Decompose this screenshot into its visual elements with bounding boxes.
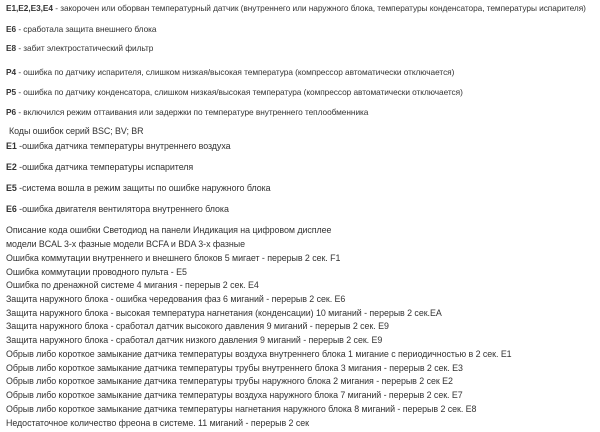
led-table-header: Описание кода ошибки Светодиод на панели Индикация на цифровом дисплее xyxy=(6,225,332,235)
error-line-e1-e4 xyxy=(6,3,586,13)
error-description: - закорочен или оборван температурный датчик (внутреннего или наружного блока, температуры конденсатора, температуры испарителя) xyxy=(52,3,586,13)
led-code-line: Обрыв либо короткое замыкание датчика температуры трубы наружного блока 2 мигания - перерыв 2 сек E2 xyxy=(6,376,453,386)
error-code: E6 xyxy=(6,24,17,34)
led-code-line: Ошибка коммутации внутреннего и внешнего блоков 5 мигает - перерыв 2 сек. F1 xyxy=(6,253,341,263)
led-table-subheader: модели BCAL 3-х фазные модели BCFA и BDA 3-х фазные xyxy=(6,239,245,249)
led-code-line: Защита наружного блока - сработал датчик высокого давления 9 миганий - перерыв 2 сек. E9 xyxy=(6,321,389,331)
error-line-e8 xyxy=(6,43,153,53)
led-code-line: Защита наружного блока - высокая температура нагнетания (конденсации) 10 миганий - перерыв 2 сек.EA xyxy=(6,308,442,318)
error-description: - сработала защита внешнего блока xyxy=(16,24,157,34)
led-code-line: Защита наружного блока - сработал датчик низкого давления 9 миганий - перерыв 2 сек. E9 xyxy=(6,335,383,345)
led-code-line: Обрыв либо короткое замыкание датчика температуры трубы внутреннего блока 3 мигания - перерыв 2 сек. E3 xyxy=(6,363,463,373)
error-line-e6 xyxy=(6,24,156,34)
error-code: E2 xyxy=(6,162,17,172)
error-line-p6 xyxy=(6,107,368,117)
error-code: E1,E2,E3,E4 xyxy=(6,3,53,13)
led-code-line: Обрыв либо короткое замыкание датчика температуры нагнетания наружного блока 8 миганий - перерыв 2 сек. E8 xyxy=(6,404,477,414)
error-line-p4 xyxy=(6,67,454,77)
bsc-error-e2 xyxy=(6,162,193,172)
error-description: -ошибка двигателя вентилятора внутреннего блока xyxy=(16,204,229,214)
error-description: -система вошла в режим защиты по ошибке наружного блока xyxy=(16,183,271,193)
error-code: P6 xyxy=(6,107,17,117)
bsc-error-e1 xyxy=(6,141,231,151)
led-code-line: Ошибка по дренажной системе 4 мигания - перерыв 2 сек. E4 xyxy=(6,280,259,290)
error-description: - включился режим оттаивания или задержки по температуре внутреннего теплообменника xyxy=(16,107,369,117)
error-description: - ошибка по датчику испарителя, слишком низкая/высокая температура (компрессор автоматически отключается) xyxy=(16,67,455,77)
error-code: E6 xyxy=(6,204,17,214)
led-code-line: Защита наружного блока - ошибка чередования фаз 6 миганий - перерыв 2 сек. E6 xyxy=(6,294,346,304)
error-code: E1 xyxy=(6,141,17,151)
section-heading: Коды ошибок серий BSC; BV; BR xyxy=(9,126,144,136)
error-code: E8 xyxy=(6,43,17,53)
led-code-line: Обрыв либо короткое замыкание датчика температуры воздуха внутреннего блока 1 мигание с периодичностью в 2 сек. E1 xyxy=(6,349,512,359)
error-line-p5 xyxy=(6,87,463,97)
error-code: E5 xyxy=(6,183,17,193)
error-description: - ошибка по датчику конденсатора, слишком низкая/высокая температура (компрессор автоматически отключается) xyxy=(16,87,463,97)
error-description: - забит электростатический фильтр xyxy=(16,43,154,53)
error-description: -ошибка датчика температуры внутреннего воздуха xyxy=(16,141,231,151)
bsc-error-e6 xyxy=(6,204,229,214)
error-code: P5 xyxy=(6,87,17,97)
led-code-line: Ошибка коммутации проводного пульта - E5 xyxy=(6,267,187,277)
led-code-line: Недостаточное количество фреона в системе. 11 миганий - перерыв 2 сек xyxy=(6,418,309,428)
bsc-error-e5 xyxy=(6,183,271,193)
led-code-line: Обрыв либо короткое замыкание датчика температуры воздуха наружного блока 7 миганий - перерыв 2 сек. E7 xyxy=(6,390,463,400)
error-description: -ошибка датчика температуры испарителя xyxy=(16,162,194,172)
error-code: P4 xyxy=(6,67,17,77)
